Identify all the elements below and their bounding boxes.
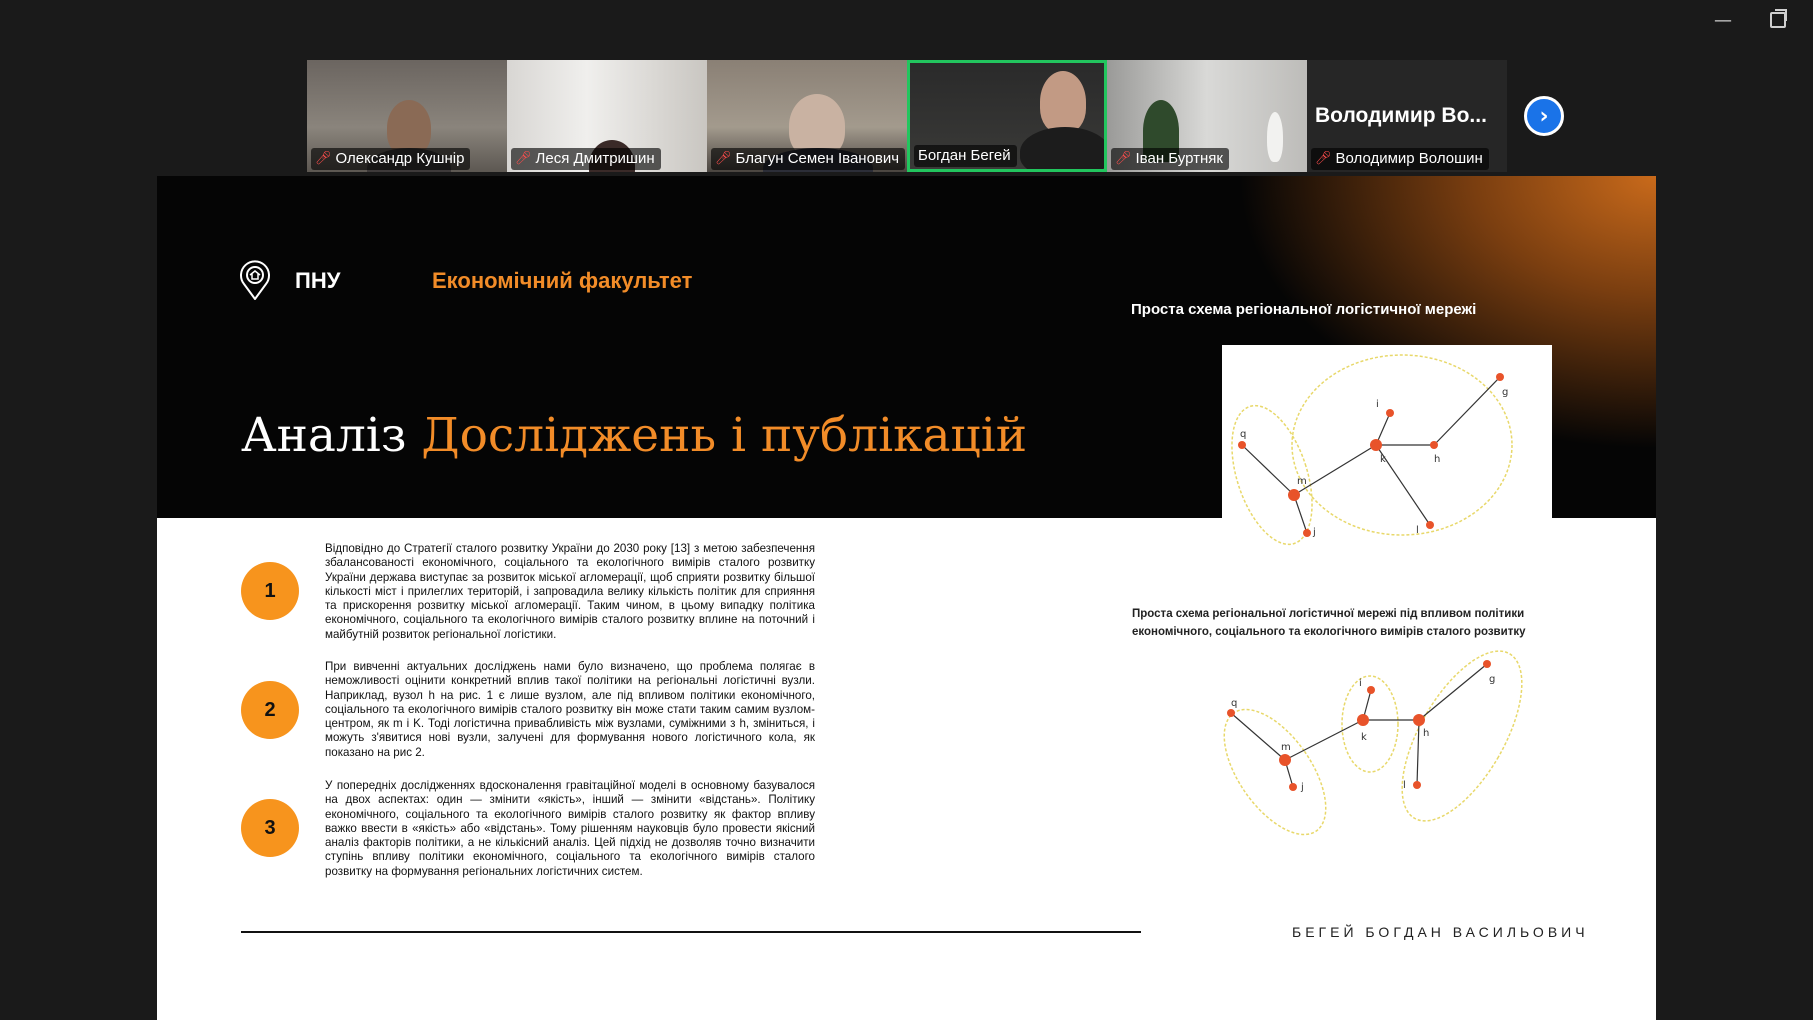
participant-name: Леся Дмитришин [535, 150, 655, 167]
next-participants-button[interactable] [1524, 96, 1564, 136]
figure-2-caption: Проста схема регіональної логістичної мережі під впливом політики економічного, соціального та екологічного вимірів сталого розвитку [1132, 608, 1526, 638]
node-h [1413, 714, 1425, 726]
node-cluster [1217, 692, 1346, 851]
participant-name: Благун Семен Іванович [735, 150, 900, 167]
title-plain: Аналіз [241, 408, 422, 463]
slide-title [241, 408, 1027, 463]
participant-video-body [1267, 112, 1283, 162]
node-g [1496, 373, 1504, 381]
node-k [1370, 439, 1382, 451]
participant-name: Олександр Кушнір [335, 150, 465, 167]
participant-display-name: Володимир Во... [1315, 104, 1487, 127]
node-l [1413, 781, 1421, 789]
participant-tile[interactable] [507, 60, 707, 172]
participant-tile[interactable] [1107, 60, 1307, 172]
item-text: У попередніх дослідженнях вдосконалення гравітаційної моделі в основному базувалося на двох аспектах: один — змінити «якість», інший — змінити «відстань». Політику економічного, соціального та екологічного вимірів сталого розвитку як фактор впливу важко ввести в «якість» або «відстань». Тому рішенням науковців було провести якісний аналіз факторів політики, а не кількісний аналіз. Цей підхід не дозволяв точно визначити ступінь впливу політики економічного, соціального та екологічного вимірів сталого розвитку на формування регіональних логістичних систем. [325, 779, 815, 878]
node-label: h [1434, 454, 1441, 465]
participant-name-tag [1111, 148, 1229, 170]
figure-1-diagram [1222, 345, 1552, 575]
item-text: Відповідно до Стратегії сталого розвитку України до 2030 року [13] з метою забезпечення збалансованості економічного, соціального та екологічного вимірів сталого розвитку України держава виступає за розвиток міської агломерації, щоб сприяти розвитку більшої кількості міст і прилеглих територій, і запровадила велику кількість політик для сприяння та прискорення розвитку міської агломерації. Таким чином, в цьому випадку політика економічного, соціального та екологічного вимірів сталого розвитку вплине на поточний і майбутній розвиток регіональної логістики. [325, 542, 815, 641]
node-q [1238, 441, 1246, 449]
item-number-badge: 2 [241, 681, 299, 739]
title-accent: Досліджень і публікацій [421, 408, 1028, 463]
node-m [1279, 754, 1291, 766]
shared-slide [157, 176, 1656, 1020]
node-h [1430, 441, 1438, 449]
node-label: i [1359, 678, 1362, 689]
node-label: j [1313, 527, 1316, 538]
node-label: g [1489, 674, 1496, 685]
item-text: При вивченні актуальних досліджень нами було визначено, що проблема полягає в неможливості оцінити конкретний вплив такої політики на регіональні логістичні вузли. Наприклад, вузол h на рис. 1 є лише вузлом, але під впливом політики економічного, соціального та екологічного вимірів сталого розвитку він може стати таким самим вузлом-центром, як m і K. Тоді логістична привабливість між вузлами, суміжними з h, зміниться, і можуть з'явитися нові вузли, залучені для формування нового логістичного кола, як показано на рис 2. [325, 660, 815, 759]
faculty-title: Економічний факультет [432, 268, 693, 293]
restore-button[interactable] [1770, 12, 1786, 33]
participant-tile[interactable] [307, 60, 507, 172]
figure-2 [1217, 650, 1557, 870]
node-i [1386, 409, 1394, 417]
author-name: БЕГЕЙ БОГДАН ВАСИЛЬОВИЧ [1292, 924, 1589, 940]
node-k [1357, 714, 1369, 726]
item-number-badge: 3 [241, 799, 299, 857]
participant-strip [307, 60, 1507, 172]
figure-2-diagram [1217, 650, 1557, 870]
node-g [1483, 660, 1491, 668]
participant-tile[interactable] [1307, 60, 1507, 172]
participant-name-tag [711, 148, 905, 170]
node-m [1288, 489, 1300, 501]
node-label: k [1380, 454, 1386, 465]
participant-name-tag [511, 148, 661, 170]
participant-tile-active-speaker[interactable] [907, 60, 1107, 172]
mic-off-icon: 🎤︎ [715, 151, 732, 166]
participant-video-body [1020, 127, 1107, 172]
participant-name-tag [914, 145, 1017, 167]
node-label: l [1403, 780, 1406, 791]
node-label: m [1281, 742, 1291, 753]
node-cluster [1378, 650, 1546, 839]
mic-off-icon: 🎤︎ [515, 151, 532, 166]
chevron-right-icon: › [1539, 103, 1549, 129]
minimize-button[interactable]: — [1714, 10, 1732, 31]
participant-name: Володимир Волошин [1335, 150, 1483, 167]
mic-off-icon: 🎤︎ [1115, 151, 1132, 166]
node-l [1426, 521, 1434, 529]
participant-name: Богдан Бегей [918, 147, 1011, 164]
node-label: k [1361, 732, 1367, 743]
node-q [1227, 709, 1235, 717]
participant-tile[interactable] [707, 60, 907, 172]
participant-name-tag [1311, 148, 1489, 170]
item-number-badge: 1 [241, 562, 299, 620]
node-cluster [1222, 396, 1328, 555]
mic-off-icon: 🎤︎ [1315, 151, 1332, 166]
node-label: g [1502, 387, 1509, 398]
restore-icon [1770, 12, 1786, 28]
node-label: l [1416, 525, 1419, 536]
figure-1 [1222, 345, 1552, 575]
node-j [1289, 783, 1297, 791]
node-j [1303, 529, 1311, 537]
node-label: h [1423, 728, 1430, 739]
node-label: j [1301, 782, 1304, 793]
node-label: m [1297, 476, 1307, 487]
node-label: q [1231, 698, 1238, 709]
university-logo-icon [239, 260, 271, 300]
participant-name-tag [311, 148, 470, 170]
logo-text: ПНУ [295, 268, 341, 293]
mic-off-icon: 🎤︎ [315, 151, 332, 166]
figure-1-caption: Проста схема регіональної логістичної мережі [1131, 301, 1477, 318]
node-label: i [1376, 399, 1379, 410]
participant-video [1040, 71, 1086, 133]
node-i [1367, 686, 1375, 694]
node-label: q [1240, 429, 1247, 440]
footer-divider [241, 931, 1141, 933]
participant-name: Іван Буртняк [1135, 150, 1223, 167]
